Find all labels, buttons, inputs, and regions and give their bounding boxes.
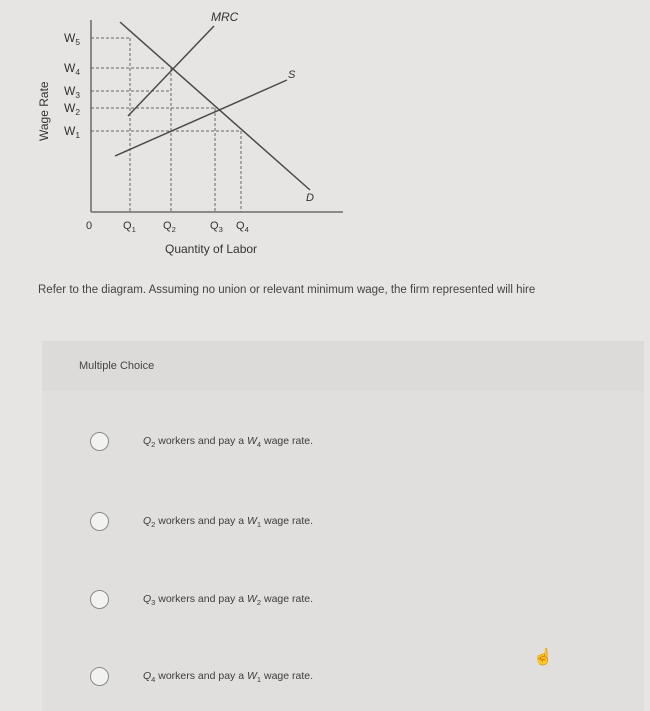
radio-button[interactable]	[90, 667, 109, 686]
x-tick-labels	[86, 220, 250, 234]
option-4[interactable]	[90, 667, 510, 691]
radio-button[interactable]	[90, 512, 109, 531]
option-2[interactable]	[90, 512, 510, 536]
option-text: $Q_2$ workers and pay a $W_1$ wage rate.	[143, 515, 314, 530]
option-3[interactable]	[90, 590, 510, 614]
y-tick-w1: $W_1$	[64, 124, 80, 140]
y-tick-w2: $W_2$	[64, 101, 80, 117]
x-tick-q1: $Q_1$	[123, 220, 136, 234]
x-axis-title: Quantity of Labor	[165, 242, 258, 256]
question-text: Refer to the diagram. Assuming no union or relevant minimum wage, the firm represented will hire	[38, 284, 536, 296]
y-axis-title: Wage Rate	[37, 81, 51, 141]
option-text: $Q_3$ workers and pay a $W_2$ wage rate.	[143, 593, 314, 608]
x-tick-0: 0	[86, 220, 93, 232]
y-tick-labels	[64, 31, 80, 140]
demand-label: D	[306, 192, 314, 204]
option-text: $Q_2$ workers and pay a $W_4$ wage rate.	[143, 435, 314, 450]
radio-button[interactable]	[90, 590, 109, 609]
x-tick-q3: $Q_3$	[210, 220, 223, 234]
x-tick-q2: $Q_2$	[163, 220, 176, 234]
hand-cursor-icon: ☝	[533, 649, 553, 666]
y-tick-w5: $W_5$	[64, 31, 80, 47]
multiple-choice-label: Multiple Choice	[79, 360, 155, 372]
supply-label: S	[288, 69, 296, 81]
x-tick-q4: $Q_4$	[236, 220, 249, 234]
supply-curve	[115, 80, 287, 156]
option-text: $Q_4$ workers and pay a $W_1$ wage rate.	[143, 670, 314, 685]
labor-market-diagram	[0, 0, 650, 270]
option-1[interactable]	[90, 432, 510, 456]
mrc-label: MRC	[211, 10, 239, 24]
y-tick-w4: $W_4$	[64, 61, 80, 77]
radio-button[interactable]	[90, 432, 109, 451]
y-tick-w3: $W_3$	[64, 84, 80, 100]
